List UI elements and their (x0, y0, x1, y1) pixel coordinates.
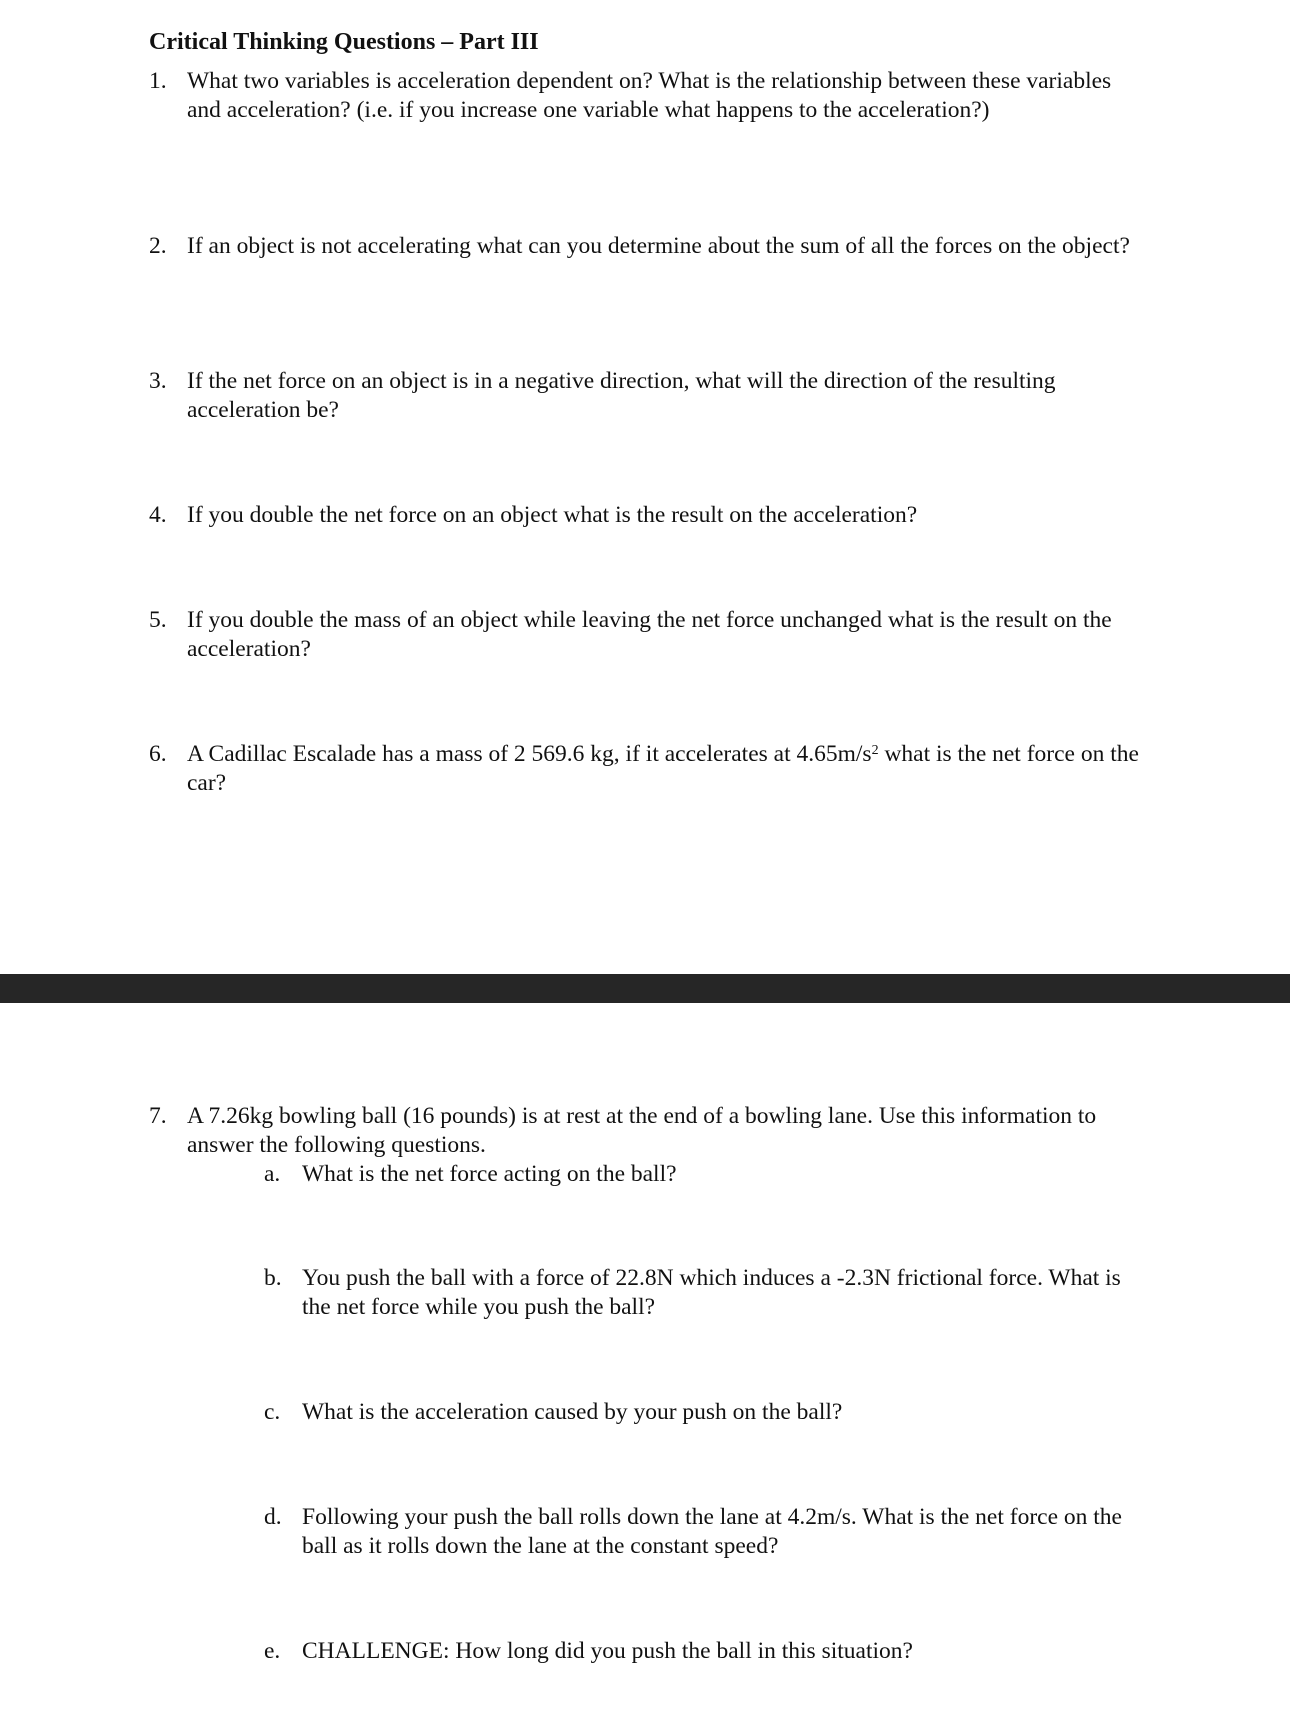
question-7c (264, 1398, 1144, 1427)
question-7a (264, 1160, 1144, 1189)
question-text-part: A Cadillac Escalade has a mass of 2 569.6 kg, if it accelerates at 4.65m/s (187, 741, 872, 767)
question-2 (149, 232, 1139, 261)
question-5 (149, 606, 1139, 664)
question-number: 6. (149, 741, 167, 767)
question-7 (149, 1102, 1139, 1160)
question-text: A 7.26kg bowling ball (16 pounds) is at rest at the end of a bowling lane. Use this information to answer the following questions. (187, 1103, 1097, 1158)
sub-question-text: You push the ball with a force of 22.8N which induces a -2.3N frictional force. What is the net force while you push the ball? (302, 1265, 1121, 1320)
sub-question-letter: a. (264, 1161, 281, 1187)
question-1 (149, 67, 1139, 125)
sub-question-letter: e. (264, 1638, 281, 1664)
question-number: 5. (149, 607, 167, 633)
sub-question-text: What is the acceleration caused by your push on the ball? (302, 1399, 843, 1425)
question-number: 4. (149, 502, 167, 528)
sub-question-letter: b. (264, 1265, 282, 1291)
question-6 (149, 740, 1139, 798)
question-text-part: what is the net force on the car? (187, 741, 1139, 796)
question-text: If you double the mass of an object while leaving the net force unchanged what is the result on the acceleration? (187, 607, 1112, 662)
question-number: 7. (149, 1103, 167, 1129)
question-7b (264, 1264, 1144, 1322)
sub-question-text: CHALLENGE: How long did you push the ball in this situation? (302, 1638, 913, 1664)
exponent: 2 (871, 743, 879, 758)
page-divider (0, 974, 1290, 1003)
question-number: 3. (149, 368, 167, 394)
question-3 (149, 367, 1139, 425)
question-4 (149, 501, 1139, 530)
question-text: What two variables is acceleration dependent on? What is the relationship between these variables and acceleration? (i.e. if you increase one variable what happens to the acceleration?) (187, 68, 1112, 123)
question-7d (264, 1503, 1144, 1561)
sub-question-letter: d. (264, 1504, 282, 1530)
sub-question-text: What is the net force acting on the ball? (302, 1161, 677, 1187)
sub-question-text: Following your push the ball rolls down the lane at 4.2m/s. What is the net force on the ball as it rolls down the lane at the constant speed? (302, 1504, 1122, 1559)
question-text: If an object is not accelerating what can you determine about the sum of all the forces on the object? (187, 233, 1130, 259)
worksheet-page-2 (0, 1003, 1290, 1714)
sub-question-letter: c. (264, 1399, 281, 1425)
question-7e (264, 1637, 1144, 1666)
page-title: Critical Thinking Questions – Part III (149, 29, 539, 55)
question-text: If the net force on an object is in a negative direction, what will the direction of the resulting acceleration be? (187, 368, 1056, 423)
question-number: 1. (149, 68, 167, 94)
question-number: 2. (149, 233, 167, 259)
question-text (187, 740, 1139, 798)
question-text: If you double the net force on an object what is the result on the acceleration? (187, 502, 918, 528)
